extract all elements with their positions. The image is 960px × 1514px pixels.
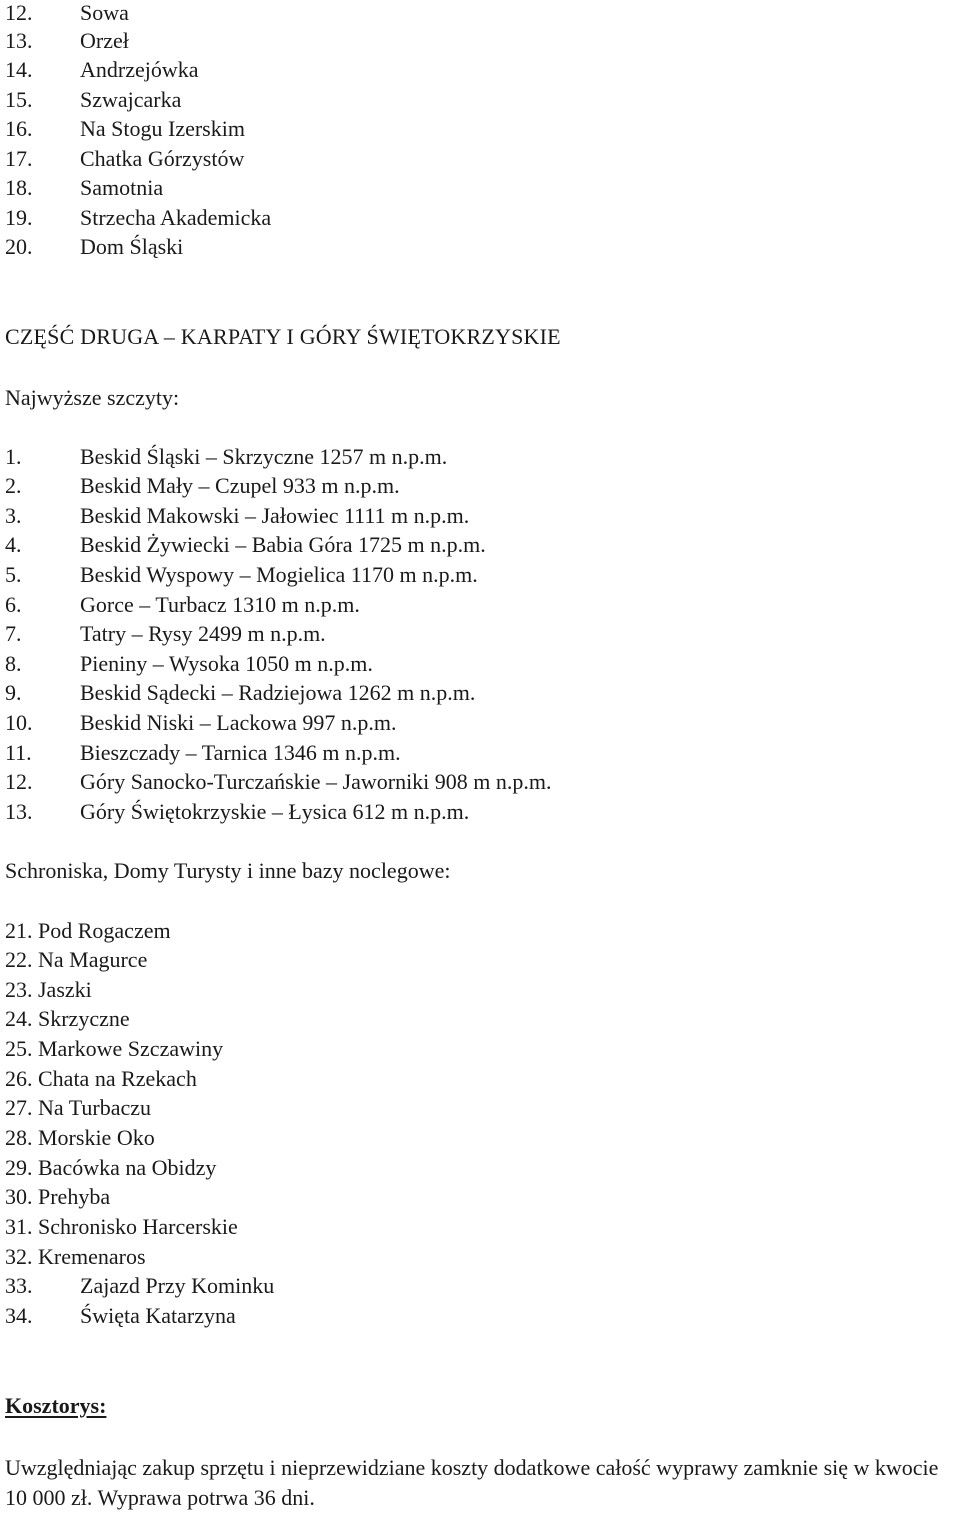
shelter-item: 31. Schronisko Harcerskie <box>5 1214 238 1239</box>
shelter-item: 29. Bacówka na Obidzy <box>5 1155 217 1180</box>
shelter-item: 22. Na Magurce <box>5 947 148 972</box>
peak-item: 8. Pieniny – Wysoka 1050 m n.p.m. <box>5 651 373 676</box>
peak-item: 4. Beskid Żywiecki – Babia Góra 1725 m n.p.m. <box>5 532 486 557</box>
peak-item: 11. Bieszczady – Tarnica 1346 m n.p.m. <box>5 740 401 765</box>
list-item: 12. Sowa <box>5 0 129 25</box>
shelter-item: 24. Skrzyczne <box>5 1006 130 1031</box>
peak-item: 13. Góry Świętokrzyskie – Łysica 612 m n.p.m. <box>5 799 470 824</box>
shelter-item: 34. Święta Katarzyna <box>5 1303 236 1328</box>
shelter-item: 25. Markowe Szczawiny <box>5 1036 224 1061</box>
peak-item: 12. Góry Sanocko-Turczańskie – Jaworniki 908 m n.p.m. <box>5 769 552 794</box>
shelter-item: 32. Kremenaros <box>5 1244 146 1269</box>
peak-item: 2. Beskid Mały – Czupel 933 m n.p.m. <box>5 473 400 498</box>
shelter-item: 26. Chata na Rzekach <box>5 1066 197 1091</box>
list-item: 16. Na Stogu Izerskim <box>5 116 245 141</box>
list-item: 20. Dom Śląski <box>5 234 184 259</box>
list-item: 13. Orzeł <box>5 28 129 53</box>
peaks-heading: Najwyższe szczyty: <box>5 385 180 410</box>
shelter-item: 30. Prehyba <box>5 1184 111 1209</box>
list-item: 17. Chatka Górzystów <box>5 146 245 171</box>
peak-item: 7. Tatry – Rysy 2499 m n.p.m. <box>5 621 326 646</box>
list-item: 14. Andrzejówka <box>5 57 199 82</box>
peak-item: 9. Beskid Sądecki – Radziejowa 1262 m n.p.m. <box>5 680 476 705</box>
list-item: 15. Szwajcarka <box>5 87 182 112</box>
peak-item: 3. Beskid Makowski – Jałowiec 1111 m n.p.m. <box>5 503 470 528</box>
peak-item: 10. Beskid Niski – Lackowa 997 n.p.m. <box>5 710 397 735</box>
budget-paragraph: Uwzględniając zakup sprzętu i nieprzewidziane koszty dodatkowe całość wyprawy zamknie się w kwocie 10 000 zł. Wyprawa potrwa 36 dni. <box>5 1455 939 1510</box>
shelter-item: 23. Jaszki <box>5 977 92 1002</box>
shelters-heading: Schroniska, Domy Turysty i inne bazy noclegowe: <box>5 858 451 883</box>
peak-item: 5. Beskid Wyspowy – Mogielica 1170 m n.p.m. <box>5 562 478 587</box>
peak-item: 1. Beskid Śląski – Skrzyczne 1257 m n.p.m. <box>5 444 448 469</box>
list-item: 19. Strzecha Akademicka <box>5 205 272 230</box>
list-item: 18. Samotnia <box>5 175 164 200</box>
shelter-item: 27. Na Turbaczu <box>5 1095 152 1120</box>
shelter-item: 28. Morskie Oko <box>5 1125 155 1150</box>
shelter-item: 21. Pod Rogaczem <box>5 918 171 943</box>
shelter-item: 33. Zajazd Przy Kominku <box>5 1273 275 1298</box>
budget-heading: Kosztorys: <box>5 1393 107 1418</box>
peak-item: 6. Gorce – Turbacz 1310 m n.p.m. <box>5 592 360 617</box>
section-heading: CZĘŚĆ DRUGA – KARPATY I GÓRY ŚWIĘTOKRZYSKIE <box>5 324 561 349</box>
